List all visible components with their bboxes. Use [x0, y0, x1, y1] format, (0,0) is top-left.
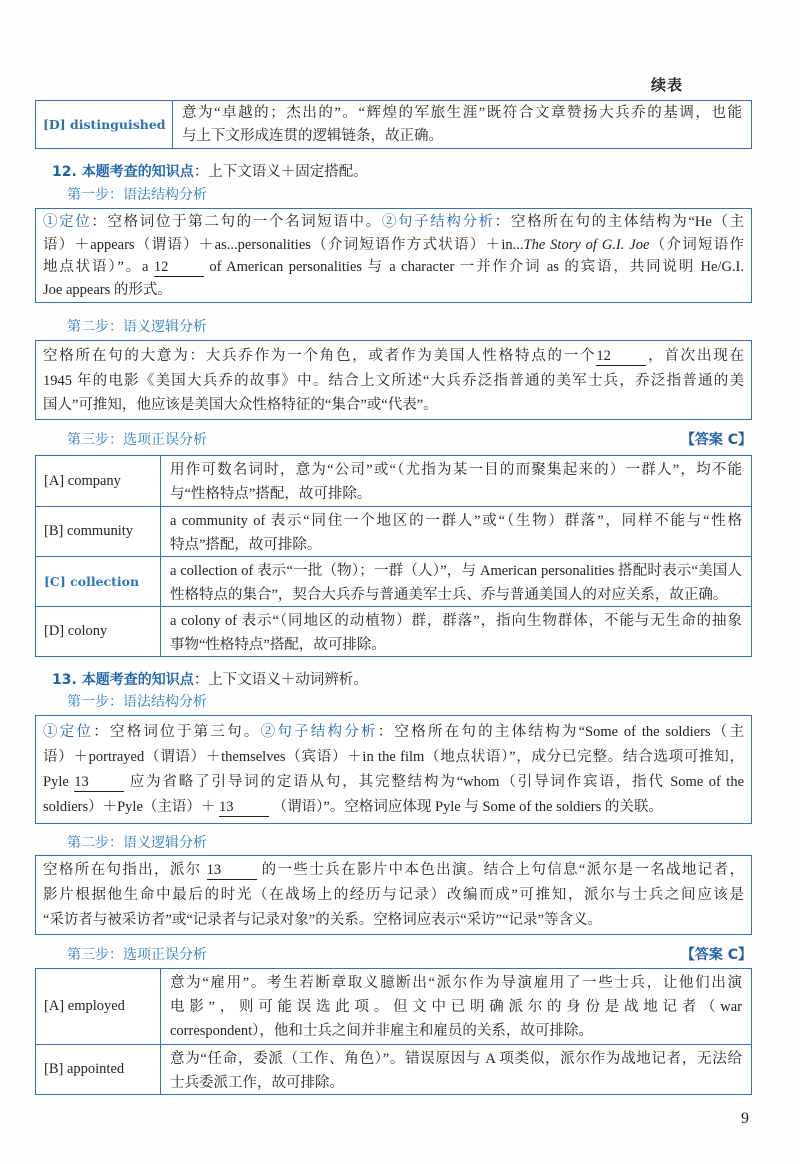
step-2-label: 第二步：语义逻辑分析: [67, 835, 207, 851]
text-segment: 影片根据他生命中最后的时光（在战场上的经历与记录）改编而成”可推知，派尔与士兵之间应该是: [43, 887, 744, 903]
text-line: [43, 908, 744, 933]
table-continued-label: 续表: [651, 76, 684, 94]
text-segment: ：空格所在句的主体结构为“He（主: [494, 214, 744, 230]
text-line: [43, 720, 744, 745]
option-row: [36, 506, 751, 556]
answer-badge: 【答案 C】: [680, 432, 752, 448]
text-line: [43, 770, 744, 795]
text-segment: a colony of 表示“（同地区的动植物）群，群落”，指向生物群体，不能与无生命的抽象: [170, 613, 742, 629]
option-row: [36, 969, 751, 1044]
text-line: [43, 256, 744, 279]
text-segment: ：空格词位于第三句。: [93, 724, 261, 740]
step-2-label: 第二步：语义逻辑分析: [67, 319, 207, 335]
text-segment: （介词短语作: [649, 236, 744, 253]
text-line: [43, 858, 744, 883]
text-segment: 应为省略了引导词的定语从句，其完整结构为“whom（引导词作宾语，指代 Some of the: [124, 774, 744, 790]
text-segment: 国人”可推知，他应该是美国大众性格特征的“集合”或“代表”。: [43, 397, 438, 413]
text-segment: 士兵委派工作，故可排除。: [170, 1075, 344, 1091]
text-segment: 意为“雇用”。考生若断章取义臆断出“派尔作为导演雇用了一些士兵，让他们出演: [170, 975, 742, 991]
text-segment: 事物“性格特点”搭配，故可排除。: [170, 637, 386, 653]
option-explanation: [161, 507, 751, 556]
text-segment: 电影”，则可能误选此项。但文中已明确派尔的身份是战地记者（war: [170, 999, 742, 1015]
text-line: [43, 234, 744, 257]
analysis-step-label: ①定位: [43, 724, 94, 740]
text-line: [170, 583, 742, 607]
text-segment: soldiers）＋Pyle（主语）＋: [43, 799, 220, 815]
text-segment: 的一些士兵在影片中本色出演。结合上句信息“派尔是一名战地记者，: [256, 862, 744, 878]
text-segment: 空格所在句的大意为：大兵乔作为一个角色，或者作为美国人性格特点的一个: [43, 348, 597, 364]
text-line: [182, 125, 742, 148]
answer-blank: 13: [207, 863, 257, 880]
answer-blank: 12: [154, 260, 204, 277]
text-segment: （谓语）”。空格词应体现 Pyle 与 Some of the soldiers 的关联。: [269, 799, 663, 815]
option-label: [D] distinguished: [36, 101, 173, 148]
text-segment: ，首次出现在: [646, 348, 744, 364]
text-line: [170, 1047, 742, 1071]
text-segment: 空格所在句指出，派尔: [43, 862, 207, 878]
step-1-label: 第一步：语法结构分析: [67, 187, 207, 203]
option-explanation: [161, 607, 751, 656]
text-line: [43, 211, 744, 234]
option-label: [A] company: [36, 456, 161, 506]
question-12-heading: [52, 161, 368, 183]
text-line: [170, 509, 742, 533]
knowledge-point-text: ：上下文语义＋动词辨析。: [193, 672, 368, 688]
text-line: [170, 633, 742, 657]
question-number: 12.: [52, 164, 77, 180]
text-line: [170, 533, 742, 557]
text-segment: 特点”搭配，故可排除。: [170, 537, 322, 553]
text-segment: correspondent），他和士兵之间并非雇主和雇员的关系，故可排除。: [170, 1023, 593, 1039]
text-line: [43, 369, 744, 394]
option-row: [36, 556, 751, 606]
step-3-label: 第三步：选项正误分析: [67, 432, 207, 448]
answer-badge: 【答案 C】: [680, 947, 752, 963]
text-line: [170, 559, 742, 583]
analysis-step-label: ②句子结构分析: [381, 214, 495, 230]
analysis-step-label: ②句子结构分析: [260, 724, 378, 740]
option-explanation: [161, 1045, 751, 1094]
option-explanation: [161, 557, 751, 606]
option-label: [B] appointed: [36, 1045, 161, 1094]
option-row: [36, 606, 751, 656]
text-line: [170, 1071, 742, 1095]
text-line: [170, 609, 742, 633]
text-segment: of American personalities 与 a character 一并作介词 as 的宾语，共同说明 He/G.I.: [203, 259, 744, 275]
text-segment: 语）＋appears（谓语）＋as...personalities（介词短语作方式状语）＋in...: [43, 236, 524, 253]
answer-blank: 13: [74, 775, 124, 792]
text-segment: 1945 年的电影《美国大兵乔的故事》中。结合上文所述“大兵乔泛指普通的美军士兵，乔泛指普通的美: [43, 372, 744, 389]
text-segment: Pyle: [43, 774, 75, 790]
text-line: [170, 971, 742, 995]
text-segment: ：空格所在句的主体结构为“Some of the soldiers（主: [377, 724, 744, 740]
option-analysis-table: [35, 968, 752, 1095]
option-explanation: [161, 456, 751, 506]
text-segment: a community of 表示“同住一个地区的一群人”或“（生物）群落”，同样不能与“性格: [170, 513, 742, 529]
knowledge-point-label: 本题考查的知识点: [81, 672, 194, 688]
text-segment: a collection of 表示“一批（物）；一群（人）”，与 American personalities 搭配时表示“美国人: [170, 563, 742, 579]
text-line: [43, 745, 744, 770]
text-segment: 意为“任命，委派（工作、角色）”。错误原因与 A 项类似，派尔作为战地记者，无法给: [170, 1051, 742, 1067]
text-line: [170, 458, 742, 482]
grammar-analysis-box: [35, 208, 752, 303]
option-analysis-table: [35, 455, 752, 657]
option-label: [A] employed: [36, 969, 161, 1044]
text-segment: 意为“卓越的；杰出的”。“辉煌的军旅生涯”既符合文章赞扬大兵乔的基调，也能: [182, 105, 742, 121]
option-row: [36, 456, 751, 506]
text-line: [43, 279, 744, 302]
text-segment: 性格特点的集合”，契合大兵乔与普通美军士兵、乔与普通美国人的对应关系，故正确。: [170, 587, 728, 603]
step-3-label: 第三步：选项正误分析: [67, 947, 207, 963]
option-row: [36, 1044, 751, 1094]
text-segment: 与上下文形成连贯的逻辑链条，故正确。: [182, 128, 443, 144]
text-segment: ：空格词位于第二句的一个名词短语中。: [91, 214, 382, 230]
option-label: [B] community: [36, 507, 161, 556]
text-segment: Joe appears 的形式。: [43, 281, 172, 298]
text-line: [182, 102, 742, 125]
step-1-label: 第一步：语法结构分析: [67, 694, 207, 710]
text-segment: 与“性格特点”搭配，故可排除。: [170, 486, 372, 502]
answer-blank: 13: [219, 800, 269, 817]
text-line: [170, 995, 742, 1019]
question-13-heading: [52, 669, 368, 691]
page-number: 9: [741, 1110, 749, 1127]
option-label: [C] collection: [36, 557, 161, 606]
grammar-analysis-box: [35, 715, 752, 824]
film-title: The Story of G.I. Joe: [523, 236, 650, 253]
text-line: [43, 344, 744, 369]
previous-option-table: [35, 100, 752, 149]
answer-blank: 12: [596, 349, 646, 366]
question-number: 13.: [52, 672, 77, 688]
semantic-analysis-box: [35, 855, 752, 935]
text-line: [170, 1019, 742, 1043]
text-segment: 用作可数名词时，意为“公司”或“（尤指为某一目的而聚集起来的）一群人”，均不能: [170, 462, 742, 478]
text-segment: “采访者与被采访者”或“记录者与记录对象”的关系。空格词应表示“采访”“记录”等含义。: [43, 912, 602, 928]
option-explanation: [173, 101, 751, 148]
option-explanation: [161, 969, 751, 1044]
text-line: [170, 482, 742, 506]
semantic-analysis-box: [35, 340, 752, 420]
text-line: [43, 795, 744, 820]
knowledge-point-text: ：上下文语义＋固定搭配。: [193, 164, 368, 180]
option-row: [36, 101, 751, 148]
text-segment: 语）＋portrayed（谓语）＋themselves（宾语）＋in the film（地点状语）”，成分已完整。结合选项可推知，: [43, 749, 744, 765]
option-label: [D] colony: [36, 607, 161, 656]
knowledge-point-label: 本题考查的知识点: [81, 164, 194, 180]
text-segment: 地点状语）”。a: [43, 259, 154, 275]
text-line: [43, 883, 744, 908]
text-line: [43, 393, 744, 418]
analysis-step-label: ①定位: [43, 214, 92, 230]
